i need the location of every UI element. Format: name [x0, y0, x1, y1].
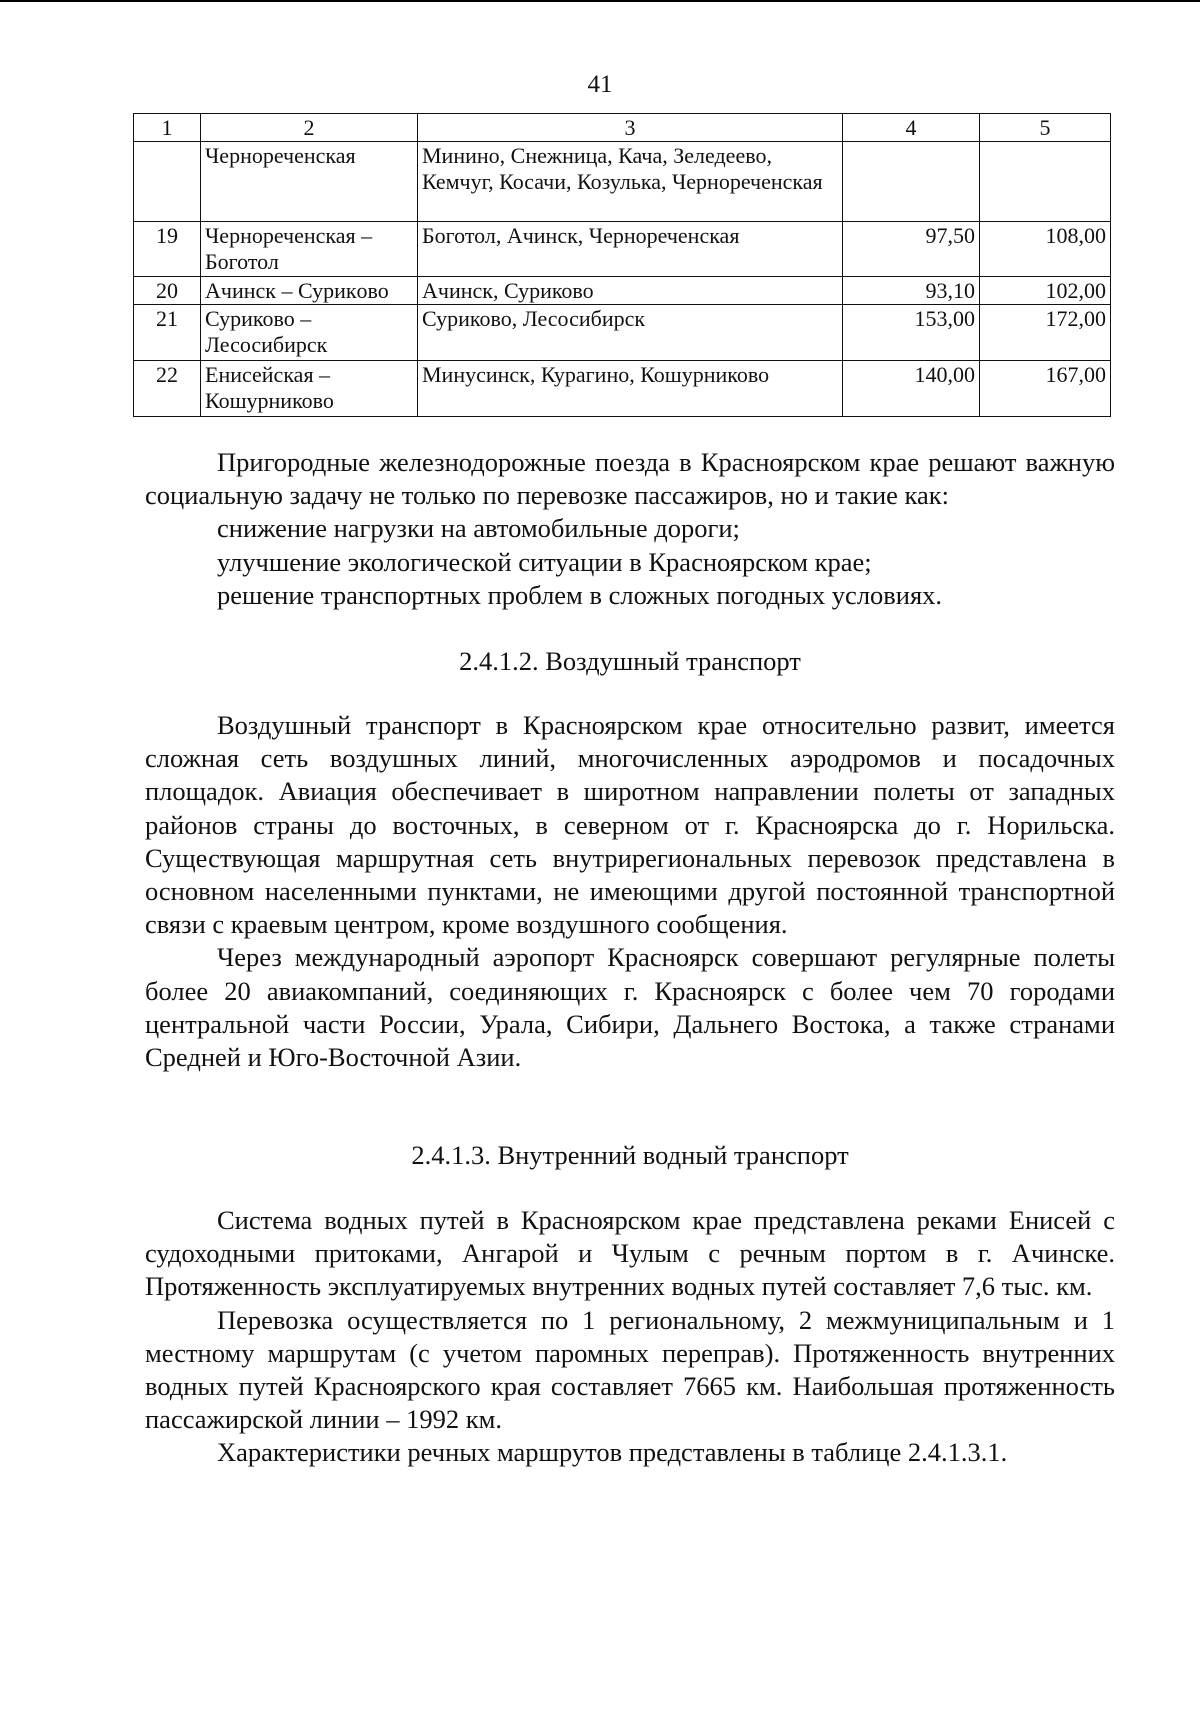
suburban-list-item: снижение нагрузки на автомобильные дороги;	[217, 513, 740, 544]
value-cell-col4	[843, 142, 980, 222]
row-number-cell: 22	[134, 361, 201, 417]
value-cell-col4: 93,10	[843, 277, 980, 305]
table-row	[134, 361, 1111, 417]
table-row	[134, 305, 1111, 361]
value-cell-col5: 172,00	[980, 305, 1111, 361]
page-number: 41	[587, 71, 613, 98]
row-number-cell: 21	[134, 305, 201, 361]
route-stations-cell: Ачинск, Суриково	[418, 277, 843, 305]
row-number-cell	[134, 142, 201, 222]
route-stations-cell: Боготол, Ачинск, Чернореченская	[418, 222, 843, 277]
route-stations-cell: Минусинск, Курагино, Кошурниково	[418, 361, 843, 417]
value-cell-col5	[980, 142, 1111, 222]
page-top-edge	[0, 0, 1200, 2]
suburban-section	[145, 446, 1115, 612]
table-row	[134, 142, 1111, 222]
value-cell-col4: 97,50	[843, 222, 980, 277]
water-transport-section	[145, 1204, 1115, 1470]
route-name-cell: Чернореченская	[201, 142, 418, 222]
routes-table	[133, 113, 1111, 417]
row-number-cell: 19	[134, 222, 201, 277]
air-transport-paragraph: Воздушный транспорт в Красноярском крае относительно развит, имеется сложная сеть воздушных линий, многочисленных аэродромов и посадочных площадок. Авиация обеспечивает в широтном направлении полеты от западных районов страны до восточных, в северном от г. Красноярска до г. Норильска. Существующая маршрутная сеть внутрирегиональных перевозок представлена в основном населенными пунктами, не имеющими другой постоянной транспортной связи с краевым центром, кроме воздушного сообщения.	[145, 710, 1115, 940]
water-transport-paragraph: Перевозка осуществляется по 1 региональному, 2 межмуниципальным и 1 местному маршрутам (с учетом паромных переправ). Протяженность внутренних водных путей Красноярского края составляет 7665 км. Наибольшая протяженность пассажирской линии – 1992 км.	[145, 1304, 1115, 1435]
route-name-cell: Ачинск – Сурикoво	[201, 277, 418, 305]
row-number-cell: 20	[134, 277, 201, 305]
water-transport-paragraph: Система водных путей в Красноярском крае представлена реками Енисей с судоходными притоками, Ангарой и Чулым с речным портом в г. Ачинске. Протяженность эксплуатируемых внутренних водных путей составляет 7,6 тыс. км.	[145, 1205, 1115, 1302]
table-header-cell: 3	[418, 114, 843, 142]
route-name-cell: Енисейская – Кошурниково	[201, 361, 418, 417]
water-transport-heading-block	[145, 1139, 1115, 1172]
value-cell-col4: 140,00	[843, 361, 980, 417]
air-transport-heading: 2.4.1.2. Воздушный транспорт	[459, 646, 801, 676]
air-transport-section	[145, 709, 1115, 1074]
suburban-list-item: улучшение экологической ситуации в Красноярском крае;	[217, 546, 872, 577]
value-cell-col4: 153,00	[843, 305, 980, 361]
suburban-intro-paragraph: Пригородные железнодорожные поезда в Красноярском крае решают важную социальную задачу не только по перевозке пассажиров, но и такие как:	[145, 447, 1115, 511]
table-header-cell: 2	[201, 114, 418, 142]
water-transport-paragraph: Характеристики речных маршрутов представлены в таблице 2.4.1.3.1.	[217, 1437, 1008, 1468]
table-header-row	[134, 114, 1111, 142]
value-cell-col5: 108,00	[980, 222, 1111, 277]
route-name-cell: Суриково – Лесосибирск	[201, 305, 418, 361]
table-header-cell: 4	[843, 114, 980, 142]
table-row	[134, 277, 1111, 305]
route-stations-cell: Минино, Снежница, Кача, Зеледеево, Кемчуг, Косачи, Козулька, Чернореченская	[418, 142, 843, 222]
table-header-cell: 1	[134, 114, 201, 142]
value-cell-col5: 167,00	[980, 361, 1111, 417]
route-stations-cell: Суриково, Лесосибирск	[418, 305, 843, 361]
route-name-cell: Чернореченская – Боготол	[201, 222, 418, 277]
table-row	[134, 222, 1111, 277]
air-transport-heading-block	[145, 645, 1115, 678]
suburban-list-item: решение транспортных проблем в сложных погодных условиях.	[217, 579, 943, 610]
table-header-cell: 5	[980, 114, 1111, 142]
air-transport-paragraph: Через международный аэропорт Красноярск совершают регулярные полеты более 20 авиакомпаний, соединяющих г. Красноярск с более чем 70 городами центральной части России, Урала, Сибири, Дальнего Востока, а также странами Средней и Юго-Восточной Азии.	[145, 942, 1115, 1073]
water-transport-heading: 2.4.1.3. Внутренний водный транспорт	[411, 1140, 849, 1170]
value-cell-col5: 102,00	[980, 277, 1111, 305]
